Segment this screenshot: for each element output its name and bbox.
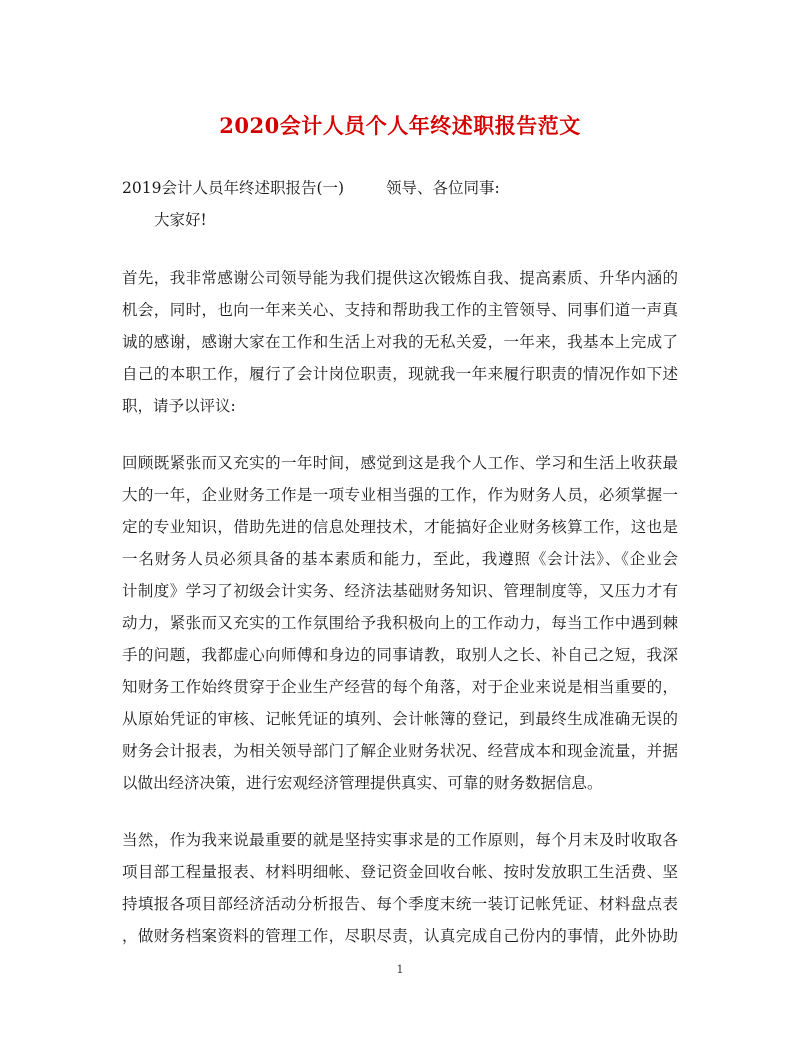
paragraph-3-line-3: 持填报各项目部经济活动分析报告、每个季度末统一装订记帐凭证、材料盘点表 (122, 895, 678, 913)
paragraph-2-line-3: 定的专业知识，借助先进的信息处理技术，才能搞好企业财务核算工作，这也是 (122, 518, 678, 536)
intro-salutation: 领导、各位同事: (386, 179, 500, 197)
paragraph-2-line-1: 回顾既紧张而又充实的一年时间，感觉到这是我个人工作、学习和生活上收获最 (122, 454, 678, 472)
paragraph-1-line-1: 首先，我非常感谢公司领导能为我们提供这次锻炼自我、提高素质、升华内涵的 (122, 269, 678, 287)
paragraph-1-line-2: 机会，同时，也向一年来关心、支持和帮助我工作的主管领导、同事们道一声真 (122, 301, 678, 319)
paragraph-2-line-11: 以做出经济决策，进行宏观经济管理提供真实、可靠的财务数据信息。 (122, 774, 603, 792)
paragraph-1-line-4: 自己的本职工作，履行了会计岗位职责，现就我一年来履行职责的情况作如下述 (122, 365, 678, 383)
paragraph-2-line-2: 大的一年，企业财务工作是一项专业相当强的工作，作为财务人员，必须掌握一 (122, 486, 678, 504)
paragraph-1-line-5: 职，请予以评议: (122, 397, 236, 415)
paragraph-2-line-8: 知财务工作始终贯穿于企业生产经营的每个角落，对于企业来说是相当重要的， (122, 678, 678, 696)
paragraph-2-line-4: 一名财务人员必须具备的基本素质和能力，至此，我遵照《会计法》、《企业会 (122, 550, 678, 568)
document-title: 2020会计人员个人年终述职报告范文 (219, 113, 581, 138)
paragraph-2-line-7: 手的问题，我都虚心向师傅和身边的同事请教，取别人之长、补自己之短，我深 (122, 646, 678, 664)
page-number: 1 (396, 963, 404, 976)
paragraph-3-line-2: 项目部工程量报表、材料明细帐、登记资金回收台帐、按时发放职工生活费、坚 (122, 863, 678, 881)
paragraph-3-line-4: ，做财务档案资料的管理工作，尽职尽责，认真完成自己份内的事情，此外协助 (122, 927, 678, 945)
intro-line (122, 178, 500, 198)
paragraph-2-line-10: 财务会计报表，为相关领导部门了解企业财务状况、经营成本和现金流量，并据 (122, 742, 678, 760)
paragraph-3-line-1: 当然，作为我来说最重要的就是坚持实事求是的工作原则，每个月末及时收取各 (122, 831, 678, 849)
paragraph-2-line-6: 动力，紧张而又充实的工作氛围给予我积极向上的工作动力，每当工作中遇到棘 (122, 614, 678, 632)
paragraph-1-line-3: 诚的感谢，感谢大家在工作和生活上对我的无私关爱，一年来，我基本上完成了 (122, 333, 678, 351)
intro-heading: 2019会计人员年终述职报告(一) (122, 179, 345, 197)
paragraph-2-line-9: 从原始凭证的审核、记帐凭证的填列、会计帐簿的登记，到最终生成准确无误的 (122, 710, 678, 728)
intro-greeting: 大家好! (154, 211, 207, 229)
paragraph-2-line-5: 计制度》学习了初级会计实务、经济法基础财务知识、管理制度等，又压力才有 (122, 582, 678, 600)
